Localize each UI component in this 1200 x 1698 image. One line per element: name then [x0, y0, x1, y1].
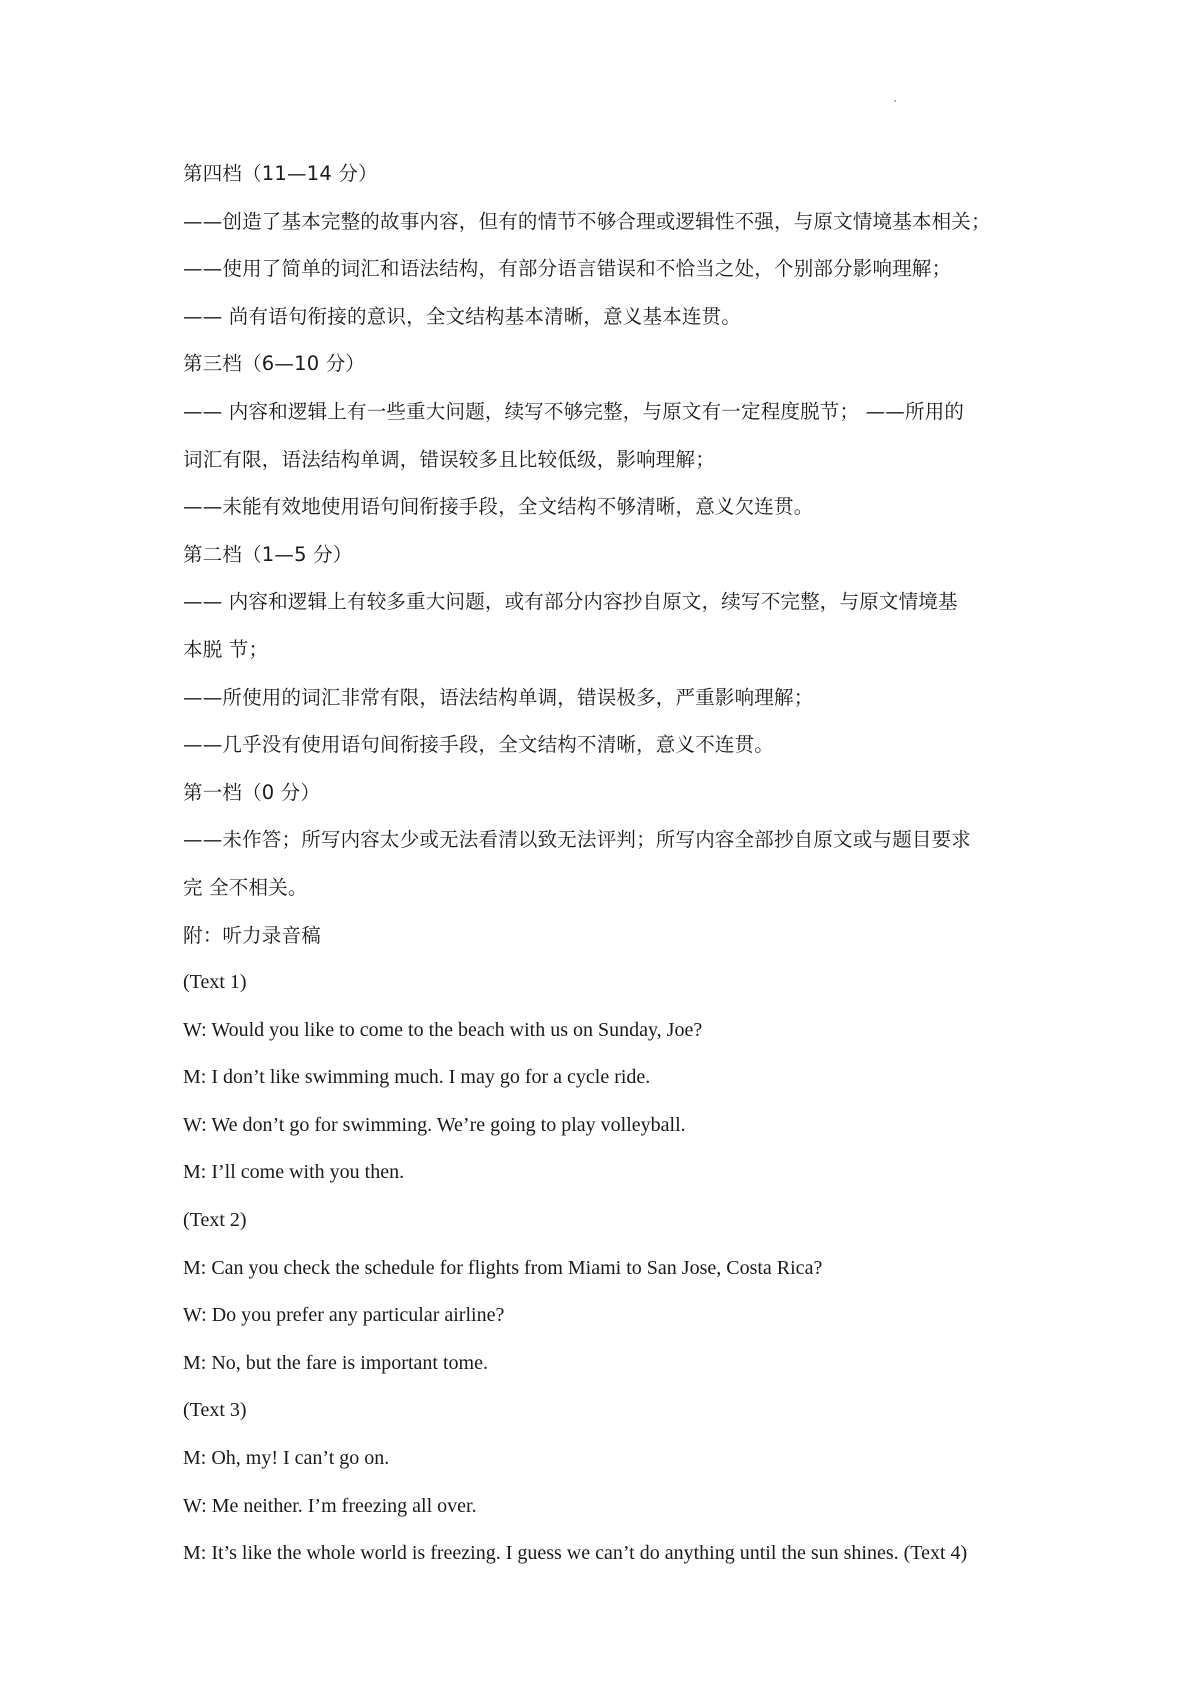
transcript-line: M: I’ll come with you then.: [183, 1161, 405, 1184]
grade-level-1-criterion: ——未作答；所写内容太少或无法看清以致无法评判；所写内容全部抄自原文或与题目要求: [183, 828, 972, 852]
grade-level-4-heading: 第四档（11—14 分）: [183, 162, 378, 185]
grade-level-3-criterion: ——未能有效地使用语句间衔接手段，全文结构不够清晰，意义欠连贯。: [183, 495, 814, 519]
transcript-text-label: (Text 1): [183, 971, 247, 994]
transcript-line: W: Me neither. I’m freezing all over.: [183, 1494, 477, 1517]
grade-level-2-criterion: 本脱 节；: [183, 637, 269, 661]
transcript-line: M: Can you check the schedule for flights from Miami to San Jose, Costa Rica?: [183, 1256, 823, 1279]
grade-level-3-heading: 第三档（6—10 分）: [183, 352, 366, 376]
grade-level-2-criterion: —— 内容和逻辑上有较多重大问题，或有部分内容抄自原文，续写不完整，与原文情境基: [183, 590, 958, 614]
transcript-line: W: We don’t go for swimming. We’re going to play volleyball.: [183, 1113, 686, 1136]
transcript-line: W: Do you prefer any particular airline?: [183, 1304, 505, 1327]
transcript-line: M: Oh, my! I can’t go on.: [183, 1447, 390, 1470]
grade-level-3-criterion: 词汇有限，语法结构单调，错误较多且比较低级，影响理解；: [183, 447, 715, 471]
transcript-text-label: (Text 2): [183, 1209, 247, 1232]
transcript-text-label: (Text 3): [183, 1399, 247, 1422]
grade-level-1-criterion: 完 全不相关。: [183, 875, 308, 899]
grade-level-3-criterion: —— 内容和逻辑上有一些重大问题，续写不够完整，与原文有一定程度脱节； ——所用的: [183, 399, 965, 423]
grade-level-4-criterion: ——使用了简单的词汇和语法结构，有部分语言错误和不恰当之处，个别部分影响理解；: [183, 257, 952, 281]
appendix-heading: 附：听力录音稿: [183, 923, 321, 947]
grade-level-4-criterion: —— 尚有语句衔接的意识，全文结构基本清晰，意义基本连贯。: [183, 304, 741, 328]
scan-speck: [894, 100, 896, 102]
grade-level-2-heading: 第二档（1—5 分）: [183, 542, 353, 566]
document-body: [183, 150, 1063, 1578]
transcript-line: M: No, but the fare is important tome.: [183, 1351, 488, 1374]
grade-level-2-criterion: ——几乎没有使用语句间衔接手段，全文结构不清晰，意义不连贯。: [183, 733, 775, 757]
transcript-line: M: It’s like the whole world is freezing. I guess we can’t do anything until the sun shines. (Text 4): [183, 1542, 968, 1565]
grade-level-2-criterion: ——所使用的词汇非常有限，语法结构单调，错误极多，严重影响理解；: [183, 685, 814, 709]
grade-level-1-heading: 第一档（0 分）: [183, 780, 321, 804]
transcript-line: M: I don’t like swimming much. I may go for a cycle ride.: [183, 1066, 651, 1089]
grade-level-4-criterion: ——创造了基本完整的故事内容，但有的情节不够合理或逻辑性不强，与原文情境基本相关；: [183, 209, 991, 233]
transcript-line: W: Would you like to come to the beach with us on Sunday, Joe?: [183, 1018, 703, 1041]
